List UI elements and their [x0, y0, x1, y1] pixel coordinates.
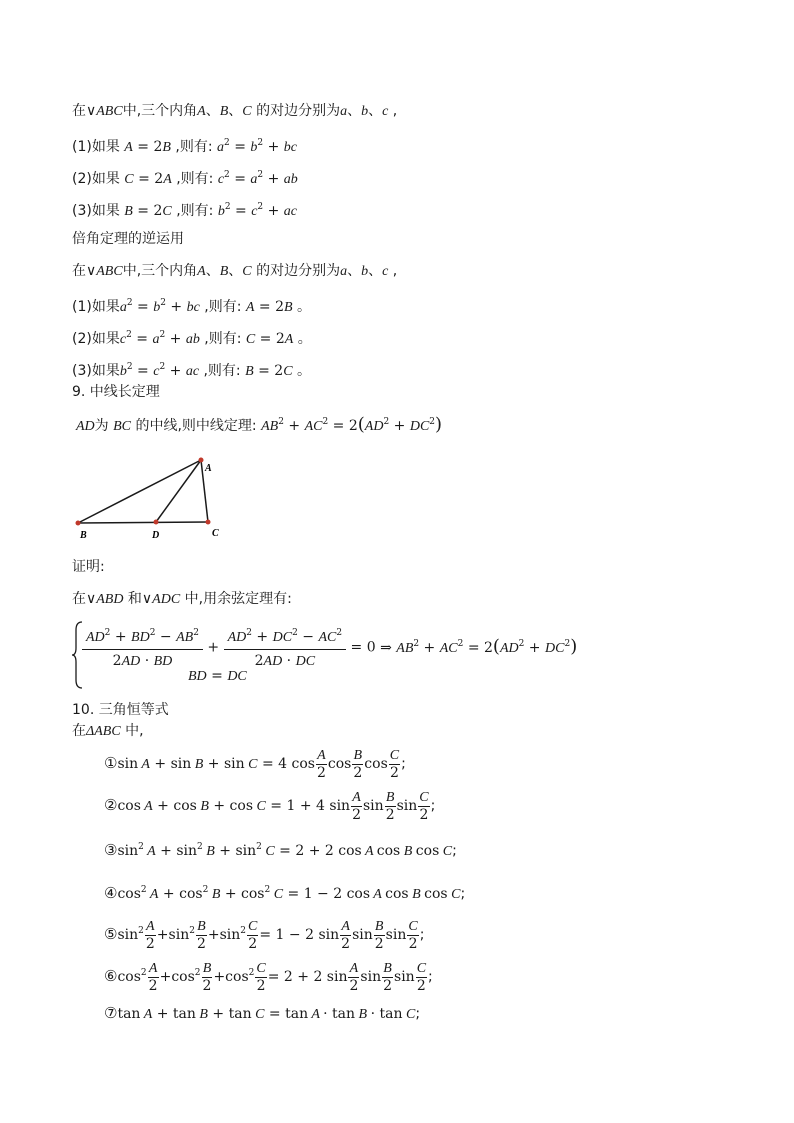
doubleangle-item-1: (1)如果 A = 2B ,则有: $a^2 = b^2$ + bc	[72, 138, 298, 155]
identity-6: $⑥\cos^2$ $\frac{A}{2}$ $+\cos^2$ $\frac{B}{2}$ $+\cos^2$ $\frac{C}{2}$ = 2 + 2 sin $\frac{A}{2}$ sin $\frac{B}{2}$ sin $\frac{C}{2}$ ;	[104, 960, 433, 994]
median-ad	[156, 460, 201, 522]
median-theorem-statement: AD为 BC 的中线,则中线定理: $AB^2 + AC^2 = 2(AD^2 + DC^2)$	[76, 414, 443, 435]
doubleangle-intro: 在∨ABC中,三个内角A、B、C 的对边分别为a、b、c ,	[72, 103, 398, 119]
identity-4: $④\cos^2$ $A + \cos^2 B + \cos^2 C = 1 - 2$ cos A cos B cos C;	[104, 884, 466, 902]
proof-intro: 在∨ABD 和∨ADC 中,用余弦定理有:	[72, 591, 292, 607]
identity-3: $③\sin^2$ $A + \sin^2 B + \sin^2 C = 2 + 2$ cos A cos B cos C;	[104, 841, 457, 859]
converse-intro: 在∨ABC中,三个内角A、B、C 的对边分别为a、b、c ,	[72, 263, 398, 279]
identity-5: $⑤\sin^2$ $\frac{A}{2}$ $+\sin^2$ $\frac{B}{2}$ $+\sin^2$ $\frac{C}{2}$ = 1 − 2 sin $\frac{A}{2}$ sin $\frac{B}{2}$ sin $\frac{C}{2}$ ;	[104, 918, 425, 952]
identity-2: ②cos A + cos B + cos C = 1 + 4 sin $\frac{A}{2}$ sin $\frac{B}{2}$ sin $\frac{C}{2}$ ;	[104, 789, 436, 823]
section10-heading: 10. 三角恒等式	[72, 702, 169, 718]
side-bc	[78, 522, 208, 523]
point-b	[76, 521, 81, 526]
identity-7: ⑦tan A + tan B + tan C = tan A · tan B · tan C;	[104, 1004, 421, 1022]
converse-item-2: (2)如果$c^2 = a^2$ + ab ,则有: C = 2A 。	[72, 330, 312, 347]
doubleangle-item-3: (3)如果 B = 2C ,则有: $b^2 = c^2$ + ac	[72, 202, 298, 219]
label-d: D	[152, 530, 160, 541]
label-b: B	[80, 530, 87, 541]
point-a	[199, 458, 204, 463]
side-ab	[78, 460, 201, 523]
point-d	[154, 520, 159, 525]
label-a: A	[205, 463, 212, 474]
label-c: C	[212, 528, 219, 539]
median-triangle-figure	[70, 450, 230, 545]
doubleangle-item-2: (2)如果 C = 2A ,则有: $c^2 = a^2$ + ab	[72, 170, 298, 187]
converse-item-1: (1)如果$a^2 = b^2$ + bc ,则有: A = 2B 。	[72, 298, 312, 315]
point-c	[206, 520, 211, 525]
section10-intro: 在ΔABC 中,	[72, 723, 144, 739]
section9-heading: 9. 中线长定理	[72, 384, 160, 400]
identity-1: ①sin A + sin B + sin C = 4 cos $\frac{A}{2}$ cos $\frac{B}{2}$ cos $\frac{C}{2}$ ;	[104, 747, 406, 781]
proof-label: 证明:	[72, 559, 105, 575]
proof-equation-1: $\frac{AD^2 + BD^2 - AB^2}{2AD \cdot BD}$ + $\frac{AD^2 + DC^2 - AC^2}{2AD \cdot DC}$ = 0 ⇒ $AB^2 + AC^2 = 2(AD^2 + DC^2)$	[82, 622, 577, 673]
converse-item-3: (3)如果$b^2 = c^2$ + ac ,则有: B = 2C 。	[72, 362, 312, 379]
converse-heading: 倍角定理的逆运用	[72, 231, 184, 247]
proof-equation-2: BD = DC	[188, 668, 247, 684]
